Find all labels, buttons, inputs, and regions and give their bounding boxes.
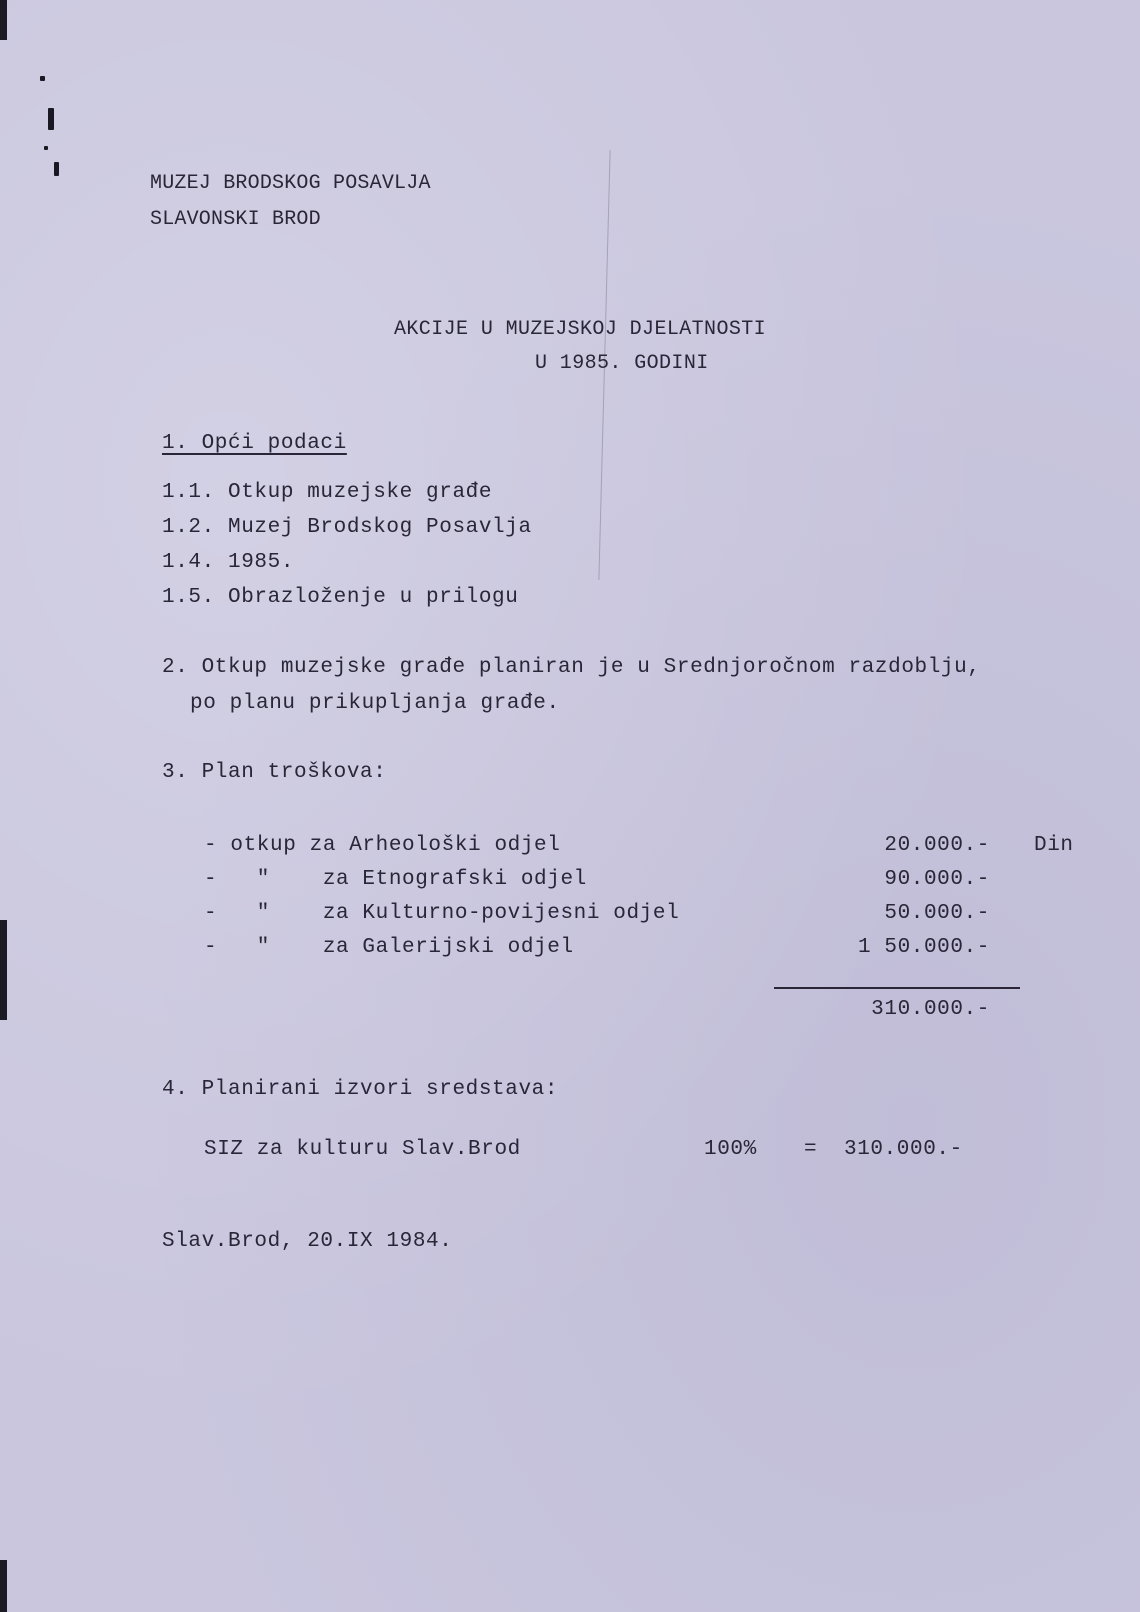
document-title: AKCIJE U MUZEJSKOJ DJELATNOSTI xyxy=(394,318,767,341)
total-rule xyxy=(774,987,1020,989)
section1-heading: 1. Opći podaci xyxy=(162,432,347,455)
funding-equals: = xyxy=(804,1138,818,1161)
currency-unit: Din xyxy=(1034,834,1074,857)
section1-item: 1.1. Otkup muzejske građe xyxy=(162,481,493,504)
cost-row-label: - " za Galerijski odjel xyxy=(204,936,574,959)
section1-item: 1.2. Muzej Brodskog Posavlja xyxy=(162,516,532,539)
section4-heading: 4. Planirani izvori sredstava: xyxy=(162,1078,559,1101)
cost-row-amount: 90.000.- xyxy=(884,868,990,891)
scan-edge xyxy=(0,1560,7,1612)
institution-name: MUZEJ BRODSKOG POSAVLJA xyxy=(150,172,431,195)
cost-total: 310.000.- xyxy=(871,998,990,1021)
institution-city: SLAVONSKI BROD xyxy=(150,208,321,231)
cost-row-amount: 50.000.- xyxy=(884,902,990,925)
document-subtitle: U 1985. GODINI xyxy=(535,352,709,375)
punch-mark xyxy=(54,162,59,176)
funding-source: SIZ za kulturu Slav.Brod xyxy=(204,1138,521,1161)
place-date: Slav.Brod, 20.IX 1984. xyxy=(162,1230,453,1253)
section2-text-cont: po planu prikupljanja građe. xyxy=(190,692,560,715)
funding-amount: 310.000.- xyxy=(844,1138,963,1161)
section1-item: 1.5. Obrazloženje u prilogu xyxy=(162,586,519,609)
punch-mark xyxy=(40,76,45,81)
scan-edge xyxy=(0,0,7,40)
cost-row-label: - otkup za Arheološki odjel xyxy=(204,834,561,857)
cost-row-amount: 1 50.000.- xyxy=(857,936,990,959)
punch-mark xyxy=(44,146,48,150)
section3-heading: 3. Plan troškova: xyxy=(162,761,387,784)
punch-mark xyxy=(48,108,54,130)
section1-item: 1.4. 1985. xyxy=(162,551,295,574)
cost-row-amount: 20.000.- xyxy=(884,834,990,857)
scan-edge xyxy=(0,920,7,1020)
section2-text: 2. Otkup muzejske građe planiran je u Srednjoročnom razdoblju, xyxy=(162,656,981,679)
cost-row-label: - " za Etnografski odjel xyxy=(204,868,587,891)
cost-row-label: - " za Kulturno-povijesni odjel xyxy=(204,902,680,925)
funding-percent: 100% xyxy=(704,1138,757,1161)
